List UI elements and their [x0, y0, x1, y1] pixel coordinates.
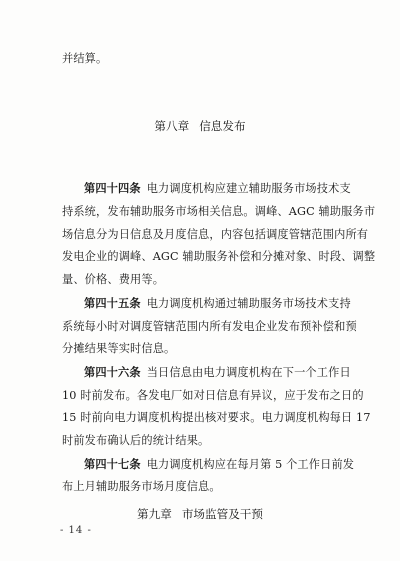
- article-45-line-1: 第四十五条 电力调度机构通过辅助服务市场技术支持: [84, 297, 351, 310]
- article-46-line-1: 第四十六条 当日信息由电力调度机构在下一个工作日: [84, 366, 351, 379]
- article-44-line-3: 场信息分为日信息及月度信息，内容包括调度管辖范围内所有: [62, 228, 369, 241]
- chapter-8-heading: [0, 119, 400, 133]
- chapter-9-title: 市场监管及干预: [181, 507, 263, 521]
- article-45-line-2: 系统每小时对调度管辖范围内所有发电企业发布预补偿和预: [62, 320, 357, 333]
- page-number: - 14 -: [60, 525, 92, 536]
- article-46-line-3: 15 时前向电力调度机构提出核对要求。电力调度机构每日 17: [62, 411, 371, 424]
- chapter-8-number: 第八章: [154, 119, 190, 133]
- article-47-label: 第四十七条: [84, 458, 141, 471]
- article-44-line-4: 发电企业的调峰、AGC 辅助服务补偿和分摊对象、时段、调整: [62, 250, 376, 263]
- article-46-line-2: 10 时前发布。各发电厂如对日信息有异议，应于发布之日的: [62, 389, 364, 402]
- article-45-line-3: 分摊结果等实时信息。: [62, 342, 176, 355]
- article-44-line-1: 第四十四条 电力调度机构应建立辅助服务市场技术支: [84, 182, 351, 195]
- chapter-9-heading: [0, 507, 400, 521]
- article-47-line-1: 第四十七条 电力调度机构应在每月第 5 个工作日前发: [84, 458, 355, 471]
- article-46-label: 第四十六条: [84, 366, 141, 379]
- chapter-9-number: 第九章: [137, 507, 172, 521]
- continued-text: 并结算。: [62, 52, 108, 65]
- article-45-label: 第四十五条: [84, 297, 141, 310]
- chapter-8-title: 信息发布: [199, 119, 246, 133]
- article-44-label: 第四十四条: [84, 182, 141, 195]
- article-46-line-4: 时前发布确认后的统计结果。: [62, 434, 210, 447]
- article-47-line-2: 布上月辅助服务市场月度信息。: [62, 480, 221, 493]
- article-44-line-5: 量、价格、费用等。: [62, 273, 165, 286]
- article-44-line-2: 持系统，发布辅助服务市场相关信息。调峰、AGC 辅助服务市: [62, 205, 376, 218]
